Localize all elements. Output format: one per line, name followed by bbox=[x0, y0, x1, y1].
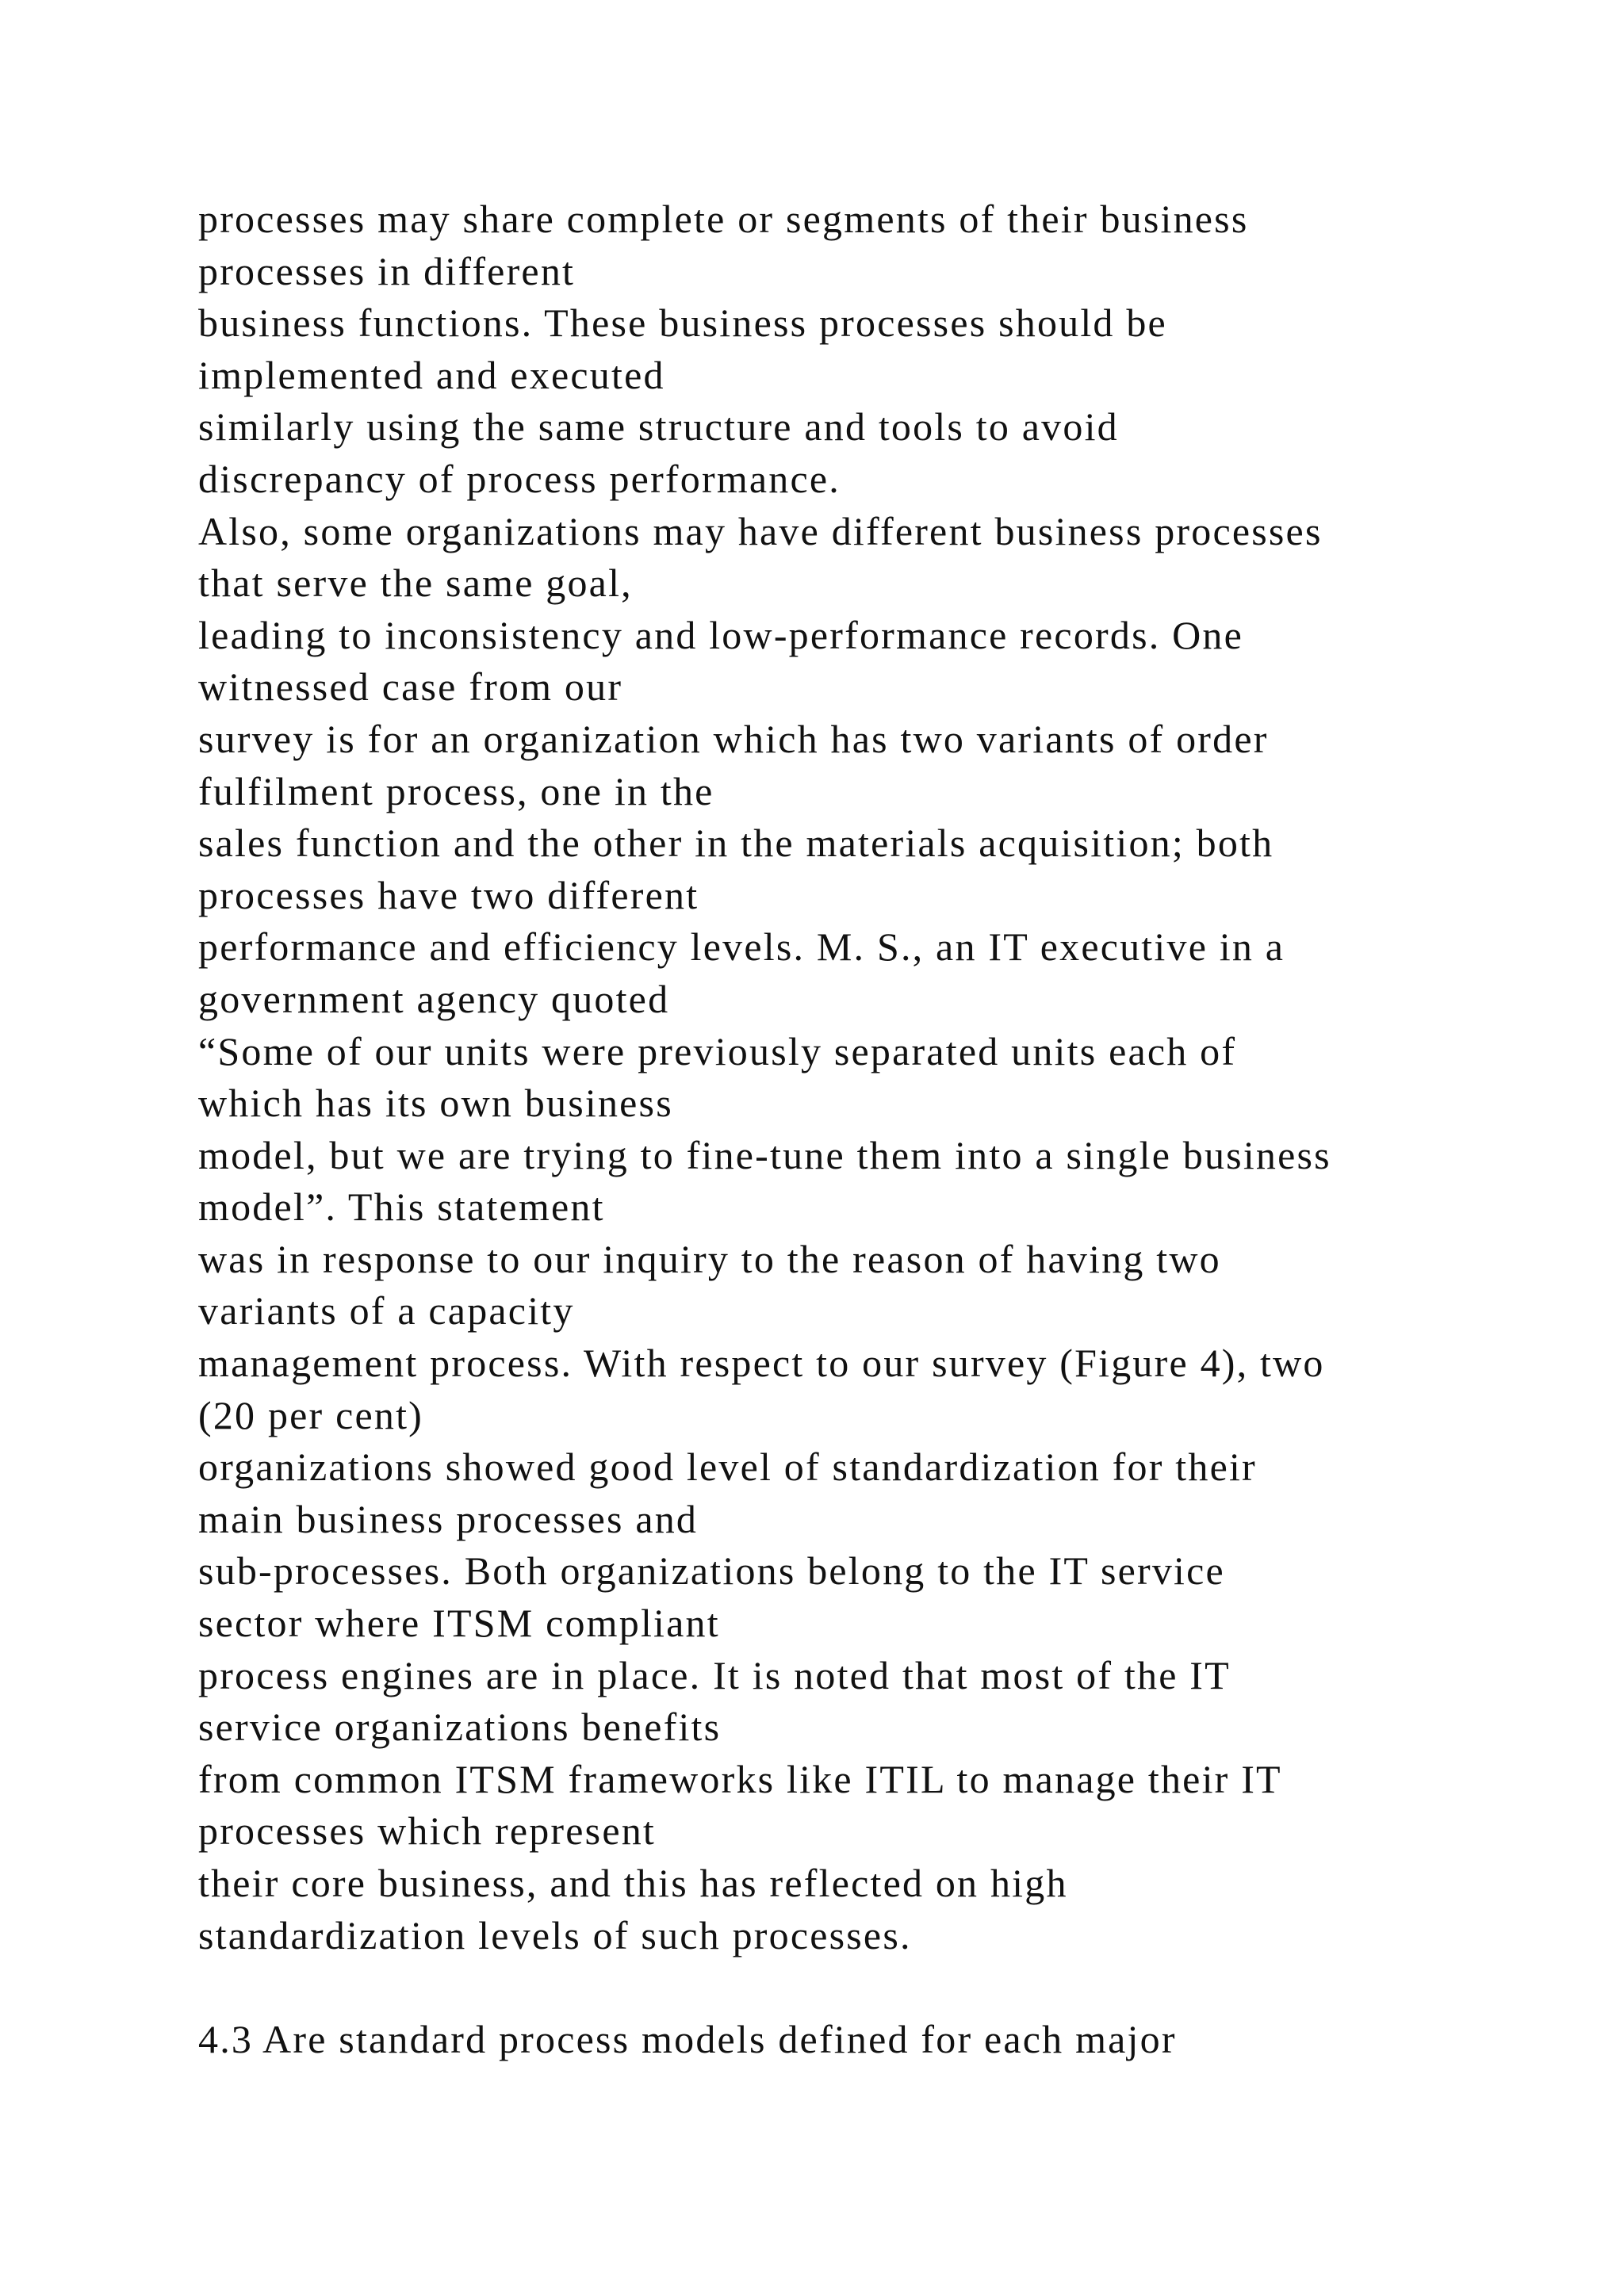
text-line: implemented and executed bbox=[198, 352, 665, 397]
text-line: model”. This statement bbox=[198, 1184, 605, 1230]
text-line: processes have two different bbox=[198, 872, 699, 917]
text-line: model, but we are trying to fine-tune them into a single business bbox=[198, 1132, 1331, 1177]
paragraph-gap bbox=[198, 1961, 1594, 2014]
text-line: from common ITSM frameworks like ITIL to manage their IT bbox=[198, 1756, 1282, 1801]
text-line: sales function and the other in the materials acquisition; both bbox=[198, 821, 1274, 866]
text-line: discrepancy of process performance. bbox=[198, 456, 841, 501]
section-heading: 4.3 Are standard process models defined for each major bbox=[198, 2016, 1177, 2061]
body-text bbox=[198, 193, 1594, 2065]
text-line: similarly using the same structure and tools to avoid bbox=[198, 404, 1119, 450]
text-line: Also, some organizations may have different business processes bbox=[198, 508, 1323, 553]
text-line: leading to inconsistency and low-performance records. One bbox=[198, 612, 1244, 657]
text-line: main business processes and bbox=[198, 1496, 699, 1541]
text-line: process engines are in place. It is noted that most of the IT bbox=[198, 1652, 1231, 1697]
text-line: performance and efficiency levels. M. S., an IT executive in a bbox=[198, 924, 1285, 970]
text-line: their core business, and this has reflected on high bbox=[198, 1861, 1068, 1905]
text-line: processes may share complete or segments of their business bbox=[198, 197, 1249, 241]
text-line: witnessed case from our bbox=[198, 664, 623, 710]
text-line: which has its own business bbox=[198, 1081, 673, 1126]
text-line: that serve the same goal, bbox=[198, 561, 633, 606]
text-line: management process. With respect to our survey (Figure 4), two bbox=[198, 1341, 1325, 1386]
text-line: processes which represent bbox=[198, 1808, 657, 1854]
text-line: government agency quoted bbox=[198, 976, 670, 1021]
text-line: organizations showed good level of standardization for their bbox=[198, 1445, 1257, 1490]
text-line: “Some of our units were previously separated units each of bbox=[198, 1028, 1237, 1073]
text-line: (20 per cent) bbox=[198, 1392, 424, 1437]
text-line: sub-processes. Both organizations belong to the IT service bbox=[198, 1548, 1225, 1594]
text-line: business functions. These business processes should be bbox=[198, 300, 1167, 346]
text-line: standardization levels of such processes. bbox=[198, 1912, 912, 1957]
text-line: was in response to our inquiry to the reason of having two bbox=[198, 1236, 1221, 1281]
text-line: fulfilment process, one in the bbox=[198, 768, 714, 813]
text-line: survey is for an organization which has two variants of order bbox=[198, 716, 1269, 761]
text-line: variants of a capacity bbox=[198, 1288, 575, 1334]
text-line: service organizations benefits bbox=[198, 1705, 722, 1750]
text-line: sector where ITSM compliant bbox=[198, 1601, 720, 1646]
text-line: processes in different bbox=[198, 248, 576, 293]
